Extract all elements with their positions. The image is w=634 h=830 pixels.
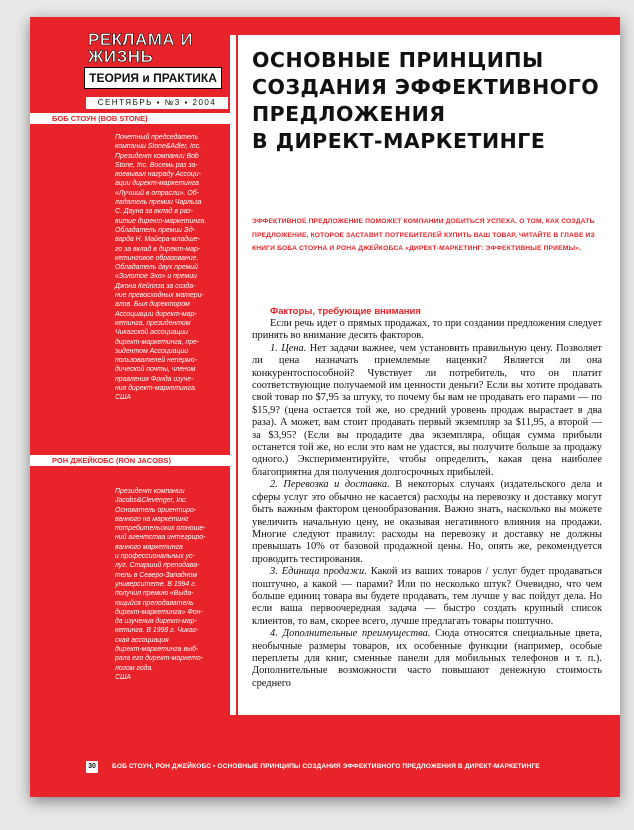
paragraph-lead: 3. Единица продажи. — [270, 566, 367, 578]
bio-line: Jacobs&Clevenger, Inc. — [115, 497, 188, 505]
bio-line: правления Фонда изуче- — [115, 375, 194, 383]
author-bio-jacobs — [115, 487, 223, 682]
bio-line: луг. Старший преподава- — [115, 562, 200, 570]
section-heading: Факторы, требующие внимания — [270, 306, 421, 317]
bio-line: США — [115, 394, 131, 402]
paragraph-text: Какой из ваших товаров / услуг будет продаваться поштучно, а какой — парами? Или по несколько штук? Очевидно, что чем больше единиц товара вы будете продавать, тем лучше у вас пойдут дела. Но если ваша первоочередная задача — быстро создать крупный список клиентов, то вам, скорее всего, лучше предлагать товары поштучно. — [252, 566, 602, 627]
bio-line: алов. Был директором — [115, 301, 190, 309]
bio-line: логом года. — [115, 664, 154, 672]
author-name-stone: БОБ СТОУН (BOB STONE) — [30, 113, 230, 124]
title-line: В ДИРЕКТ-МАРКЕТИНГЕ — [252, 129, 546, 153]
bio-line: ладатель премии Чарльза — [115, 199, 202, 207]
bio-line: директ-маркетинга выб- — [115, 646, 199, 654]
bio-line: потребительских отноше- — [115, 525, 206, 533]
bio-line: директ-маркетинга, пре- — [115, 338, 200, 346]
body-paragraph — [252, 566, 602, 628]
body-paragraph — [252, 318, 602, 343]
bio-line: Президент компании — [115, 488, 185, 495]
paragraph-text: Сюда относятся специальные цвета, необычные размеры товаров, их особенные функции (например, особые переплеты для книг, сменные панели для мобильных телефонов и т. п.). Дополнительные возможности часто повышают денежную стоимость среднего — [252, 628, 602, 689]
bio-line: получил премию «Выда- — [115, 590, 194, 598]
bio-line: «Золотое Эхо» и премии — [115, 273, 197, 281]
magazine-logo — [80, 31, 230, 89]
paragraph-text: В некоторых случаях (издательского дела и сферы услуг это обычно не касается) расходы на перевозку и доставку могут быть важным фактором ценообразования. Важно знать, насколько вы можете увеличить начальную цену, не оказывая негативного влияния на продажи. Многие следуют правилу: расходы на перевозку и доставку не должны превышать 10% от базовой продажной цены. Но, опять же, рекомендуется проводить тестирования. — [252, 479, 603, 565]
bio-line: Ассоциации директ-мар- — [115, 310, 197, 318]
bio-line: ний агентства интегриро- — [115, 534, 206, 542]
bio-line: ющийся преподаватель — [115, 599, 194, 607]
bio-line: тель в Северо-Западном — [115, 571, 198, 579]
author-bio-stone — [115, 133, 223, 403]
bio-line: ния директ-маркетинга. — [115, 385, 197, 393]
bio-line: витие директ-маркетинга. — [115, 217, 207, 225]
logo-text: РЕКЛАМА И ЖИЗНЬ — [88, 30, 194, 66]
logo-subtitle: ТЕОРИЯ и ПРАКТИКА — [84, 67, 222, 89]
paragraph-text: Нет задачи важнее, чем установить правильную цену. Позволяет ли цена назначать приемлемые наценки? Является ли она конкурентоспособной? Чувствует ли потребитель, что он платит соответствующие получаемой им ценности деньги? Если вы хотите продавать свой товар по $7,95 за штуку, то почему бы вам не продавать его парами — по $15,9? (цена остается той же, но средний уровень продаж вырастает в два раза). А может, вам стоит продавать первый экземпляр за $11,95, а второй — за $3,95? (Если вы продадите два экземпляра, общая сумма прибыли останется той же, но если это вам не удастся, вы получите больше за продажу одного.) Экспериментируйте, чтобы определить, какая цена наиболее благоприятна для получения долгосрочных прибылей. — [252, 342, 602, 478]
bio-line: ации директ-маркетинга — [115, 180, 199, 188]
bio-line: США — [115, 673, 131, 681]
bio-line: Джона Кейплза за созда- — [115, 282, 196, 290]
bio-line: Чикагской ассоциации — [115, 329, 188, 337]
bio-line: ванного маркетинга — [115, 543, 183, 551]
bio-line: Обладатель двух премий — [115, 264, 198, 272]
title-line: ПРЕДЛОЖЕНИЯ — [252, 102, 446, 126]
title-line: ОСНОВНЫЕ ПРИНЦИПЫ — [252, 48, 544, 72]
bio-line: Основатель ориентиро- — [115, 506, 197, 514]
article-lead: ЭФФЕКТИВНОЕ ПРЕДЛОЖЕНИЕ ПОМОЖЕТ КОМПАНИИ ДОБИТЬСЯ УСПЕХА. О ТОМ, КАК СОЗДАТЬ ПРЕДЛОЖЕНИЕ, КОТОРОЕ ЗАСТАВИТ ПОТРЕБИТЕЛЕЙ КУПИТЬ ВАШ ТОВАР, ЧИТАЙТЕ В ГЛАВЕ ИЗ КНИГИ БОБА СТОУНА И РОНА ДЖЕЙКОБСА «ДИРЕКТ-МАРКЕТИНГ: ЭФФЕКТИВНЫЕ ПРИЕМЫ». — [252, 218, 595, 252]
bio-line: С. Дауна за вклад в раз- — [115, 208, 193, 216]
magazine-page — [30, 17, 620, 797]
bio-line: Обладатель премии Эд- — [115, 226, 195, 234]
bio-line: пользователей непермо- — [115, 357, 197, 365]
bio-line: да изучения директ-мар- — [115, 618, 197, 626]
bio-line: ская ассоциация — [115, 636, 169, 644]
bio-line: ванного на маркетинг — [115, 515, 189, 523]
bio-line: варда Н. Майера-младше- — [115, 236, 200, 244]
paragraph-lead: 1. Цена. — [270, 342, 307, 354]
paragraph-lead: 2. Перевозка и доставка. — [270, 479, 390, 491]
bio-line: университете. В 1994 г. — [115, 580, 197, 588]
bio-line: ние превосходных матери- — [115, 292, 204, 300]
bio-line: Stone, Inc. Восемь раз за- — [115, 161, 198, 169]
author-name-jacobs: РОН ДЖЕЙКОБС (RON JACOBS) — [30, 455, 230, 466]
bio-line: го за вклад в директ-мар- — [115, 245, 201, 253]
bio-line: дической почты, членом — [115, 366, 196, 374]
paragraph-text: Если речь идет о прямых продажах, то при создании предложения следует принять во внимание десять факторов. — [252, 318, 602, 342]
bio-line: кетинга. В 1998 г. Чикаг- — [115, 627, 199, 635]
page-number: 30 — [86, 761, 98, 773]
running-footer: БОБ СТОУН, РОН ДЖЕЙКОБС ▪ ОСНОВНЫЕ ПРИНЦИПЫ СОЗДАНИЯ ЭФФЕКТИВНОГО ПРЕДЛОЖЕНИЯ В ДИРЕКТ-МАРКЕТИНГЕ — [112, 763, 540, 770]
column-divider — [236, 35, 238, 715]
paragraph-lead: 4. Дополнительные преимущества. — [270, 628, 431, 640]
bio-line: кетинга, президентом — [115, 319, 191, 327]
bottom-red-band — [30, 715, 620, 797]
article-body — [252, 306, 602, 690]
bio-line: воевывал награду Ассоци- — [115, 171, 201, 179]
body-paragraph — [252, 479, 602, 566]
article-title — [252, 47, 612, 155]
bio-line: компании Stone&Adler, Inc. — [115, 143, 202, 151]
bio-line: Почетный председатель — [115, 134, 199, 141]
body-paragraph — [252, 343, 602, 479]
bio-line: и профессиональных ус- — [115, 553, 195, 561]
title-line: СОЗДАНИЯ ЭФФЕКТИВНОГО — [252, 75, 600, 99]
issue-date: СЕНТЯБРЬ ▪ №3 ▪ 2004 — [86, 97, 228, 109]
bio-line: кетинговое образование. — [115, 254, 199, 262]
bio-line: «Лучший в отрасли». Об- — [115, 189, 199, 197]
bio-line: зидентом Ассоциации — [115, 347, 189, 355]
bio-line: рала его директ-маркето- — [115, 655, 203, 663]
bio-line: Президент компании Bob — [115, 152, 199, 160]
bio-line: директ-маркетинга» Фон- — [115, 608, 203, 616]
body-paragraph — [252, 628, 602, 690]
